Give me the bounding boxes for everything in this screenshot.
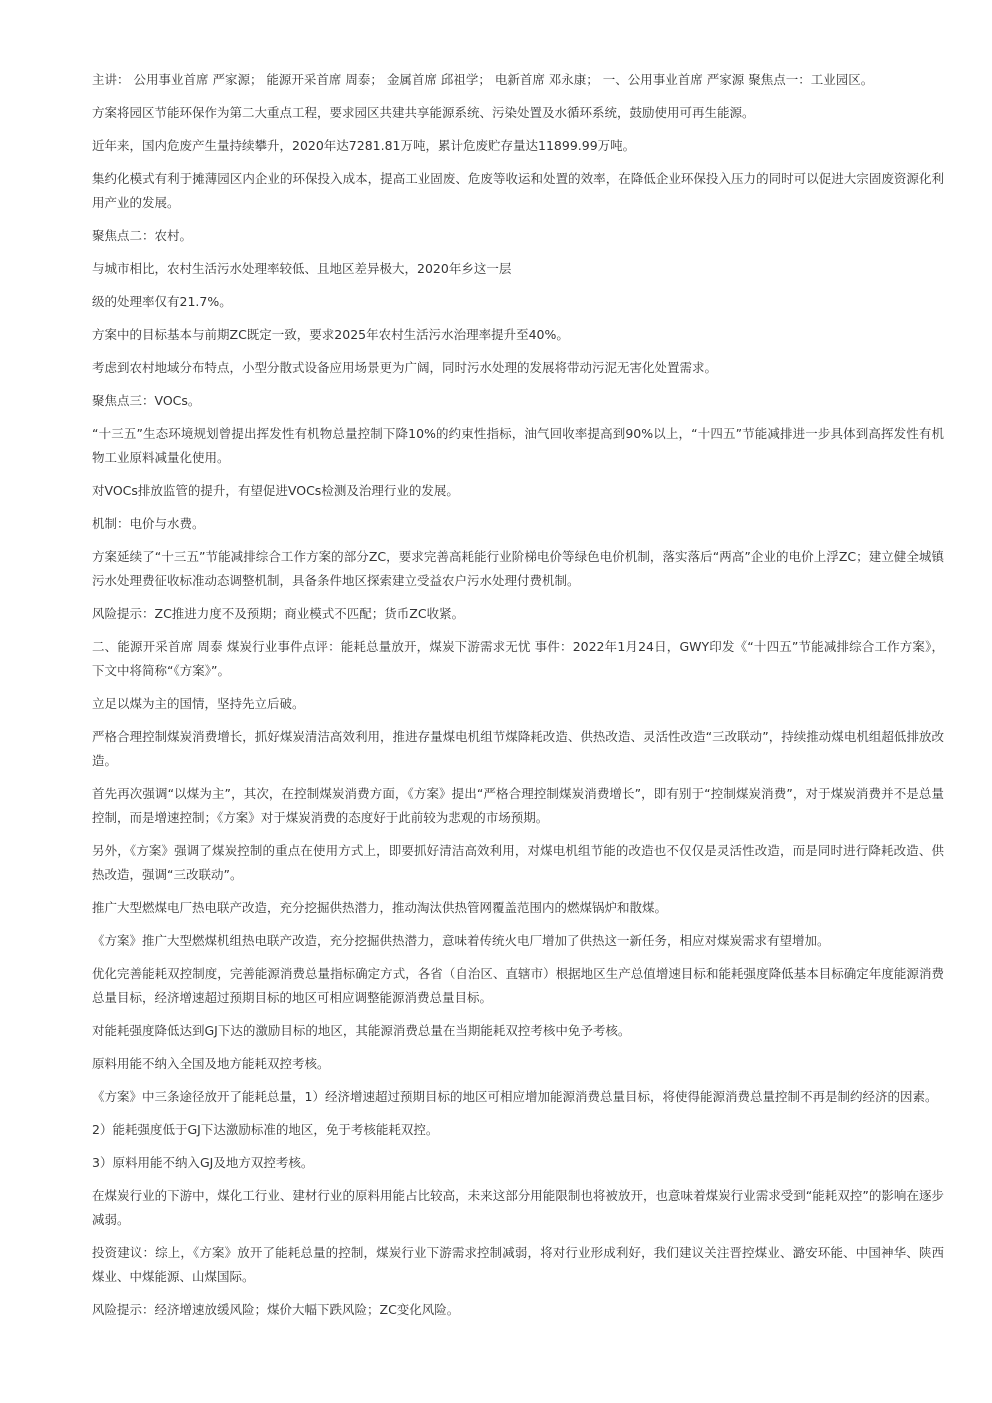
paragraph-speakers: 主讲： 公用事业首席 严家源； 能源开采首席 周泰； 金属首席 邱祖学； 电新首席 邓永康； 一、公用事业首席 严家源 聚焦点一：工业园区。 — [92, 72, 874, 87]
paragraph: 与城市相比，农村生活污水处理率较低、且地区差异极大，2020年乡这一层 — [92, 261, 512, 276]
document-body — [92, 68, 944, 1331]
paragraph: 近年来，国内危废产生量持续攀升，2020年达7281.81万吨，累计危废贮存量达11899.99万吨。 — [92, 138, 636, 153]
paragraph: “十三五”生态环境规划曾提出挥发性有机物总量控制下降10%的约束性指标，油气回收率提高到90%以上，“十四五”节能减排进一步具体到高挥发性有机物工业原料减量化使用。 — [92, 426, 944, 465]
paragraph: 《方案》中三条途径放开了能耗总量，1）经济增速超过预期目标的地区可相应增加能源消费总量目标，将使得能源消费总量控制不再是制约经济的因素。 — [92, 1089, 938, 1104]
paragraph: 对能耗强度降低达到GJ下达的激励目标的地区，其能源消费总量在当期能耗双控考核中免予考核。 — [92, 1023, 631, 1038]
section-heading: 聚焦点二：农村。 — [92, 228, 193, 243]
paragraph: 首先再次强调“以煤为主”，其次，在控制煤炭消费方面，《方案》提出“严格合理控制煤炭消费增长”，即有别于“控制煤炭消费”，对于煤炭消费并不是总量控制，而是增速控制；《方案》对于煤炭消费的态度好于此前较为悲观的市场预期。 — [92, 786, 944, 825]
paragraph: 另外，《方案》强调了煤炭控制的重点在使用方式上，即要抓好清洁高效利用，对煤电机组节能的改造也不仅仅是灵活性改造，而是同时进行降耗改造、供热改造，强调“三改联动”。 — [92, 843, 944, 882]
paragraph: 推广大型燃煤电厂热电联产改造，充分挖掘供热潜力，推动淘汰供热管网覆盖范围内的燃煤锅炉和散煤。 — [92, 900, 668, 915]
paragraph: 集约化模式有利于摊薄园区内企业的环保投入成本，提高工业固废、危废等收运和处置的效率，在降低企业环保投入压力的同时可以促进大宗固废资源化利用产业的发展。 — [92, 171, 944, 210]
investment-advice: 投资建议：综上，《方案》放开了能耗总量的控制，煤炭行业下游需求控制减弱，将对行业形成利好，我们建议关注晋控煤业、潞安环能、中国神华、陕西煤业、中煤能源、山煤国际。 — [92, 1245, 944, 1284]
paragraph: 严格合理控制煤炭消费增长，抓好煤炭清洁高效利用，推进存量煤电机组节煤降耗改造、供热改造、灵活性改造“三改联动”，持续推动煤电机组超低排放改造。 — [92, 729, 944, 768]
paragraph: 在煤炭行业的下游中，煤化工行业、建材行业的原料用能占比较高，未来这部分用能限制也将被放开，也意味着煤炭行业需求受到“能耗双控”的影响在逐步减弱。 — [92, 1188, 944, 1227]
paragraph: 优化完善能耗双控制度，完善能源消费总量指标确定方式，各省（自治区、直辖市）根据地区生产总值增速目标和能耗强度降低基本目标确定年度能源消费总量目标，经济增速超过预期目标的地区可相应调整能源消费总量目标。 — [92, 966, 944, 1005]
paragraph: 方案将园区节能环保作为第二大重点工程，要求园区共建共享能源系统、污染处置及水循环系统，鼓励使用可再生能源。 — [92, 105, 755, 120]
paragraph: 《方案》推广大型燃煤机组热电联产改造，充分挖掘供热潜力，意味着传统火电厂增加了供热这一新任务，相应对煤炭需求有望增加。 — [92, 933, 830, 948]
section-intro: 二、能源开采首席 周泰 煤炭行业事件点评：能耗总量放开，煤炭下游需求无忧 事件：2022年1月24日，GWY印发《“十四五”节能减排综合工作方案》，下文中将简称“《方案》”。 — [92, 639, 944, 678]
paragraph: 2）能耗强度低于GJ下达激励标准的地区，免于考核能耗双控。 — [92, 1122, 439, 1137]
paragraph: 方案延续了“十三五”节能减排综合工作方案的部分ZC，要求完善高耗能行业阶梯电价等绿色电价机制，落实落后“两高”企业的电价上浮ZC；建立健全城镇污水处理费征收标准动态调整机制，具备条件地区探索建立受益农户污水处理付费机制。 — [92, 549, 944, 588]
paragraph: 考虑到农村地域分布特点，小型分散式设备应用场景更为广阔，同时污水处理的发展将带动污泥无害化处置需求。 — [92, 360, 718, 375]
paragraph: 3）原料用能不纳入GJ及地方双控考核。 — [92, 1155, 314, 1170]
paragraph: 方案中的目标基本与前期ZC既定一致，要求2025年农村生活污水治理率提升至40%。 — [92, 327, 569, 342]
paragraph: 级的处理率仅有21.7%。 — [92, 294, 232, 309]
paragraph: 立足以煤为主的国情，坚持先立后破。 — [92, 696, 305, 711]
section-heading: 机制：电价与水费。 — [92, 516, 205, 531]
section-heading: 聚焦点三：VOCs。 — [92, 393, 201, 408]
paragraph: 对VOCs排放监管的提升，有望促进VOCs检测及治理行业的发展。 — [92, 483, 459, 498]
risk-note: 风险提示：ZC推进力度不及预期；商业模式不匹配；货币ZC收紧。 — [92, 606, 465, 621]
risk-note: 风险提示：经济增速放缓风险；煤价大幅下跌风险；ZC变化风险。 — [92, 1302, 460, 1317]
paragraph: 原料用能不纳入全国及地方能耗双控考核。 — [92, 1056, 330, 1071]
